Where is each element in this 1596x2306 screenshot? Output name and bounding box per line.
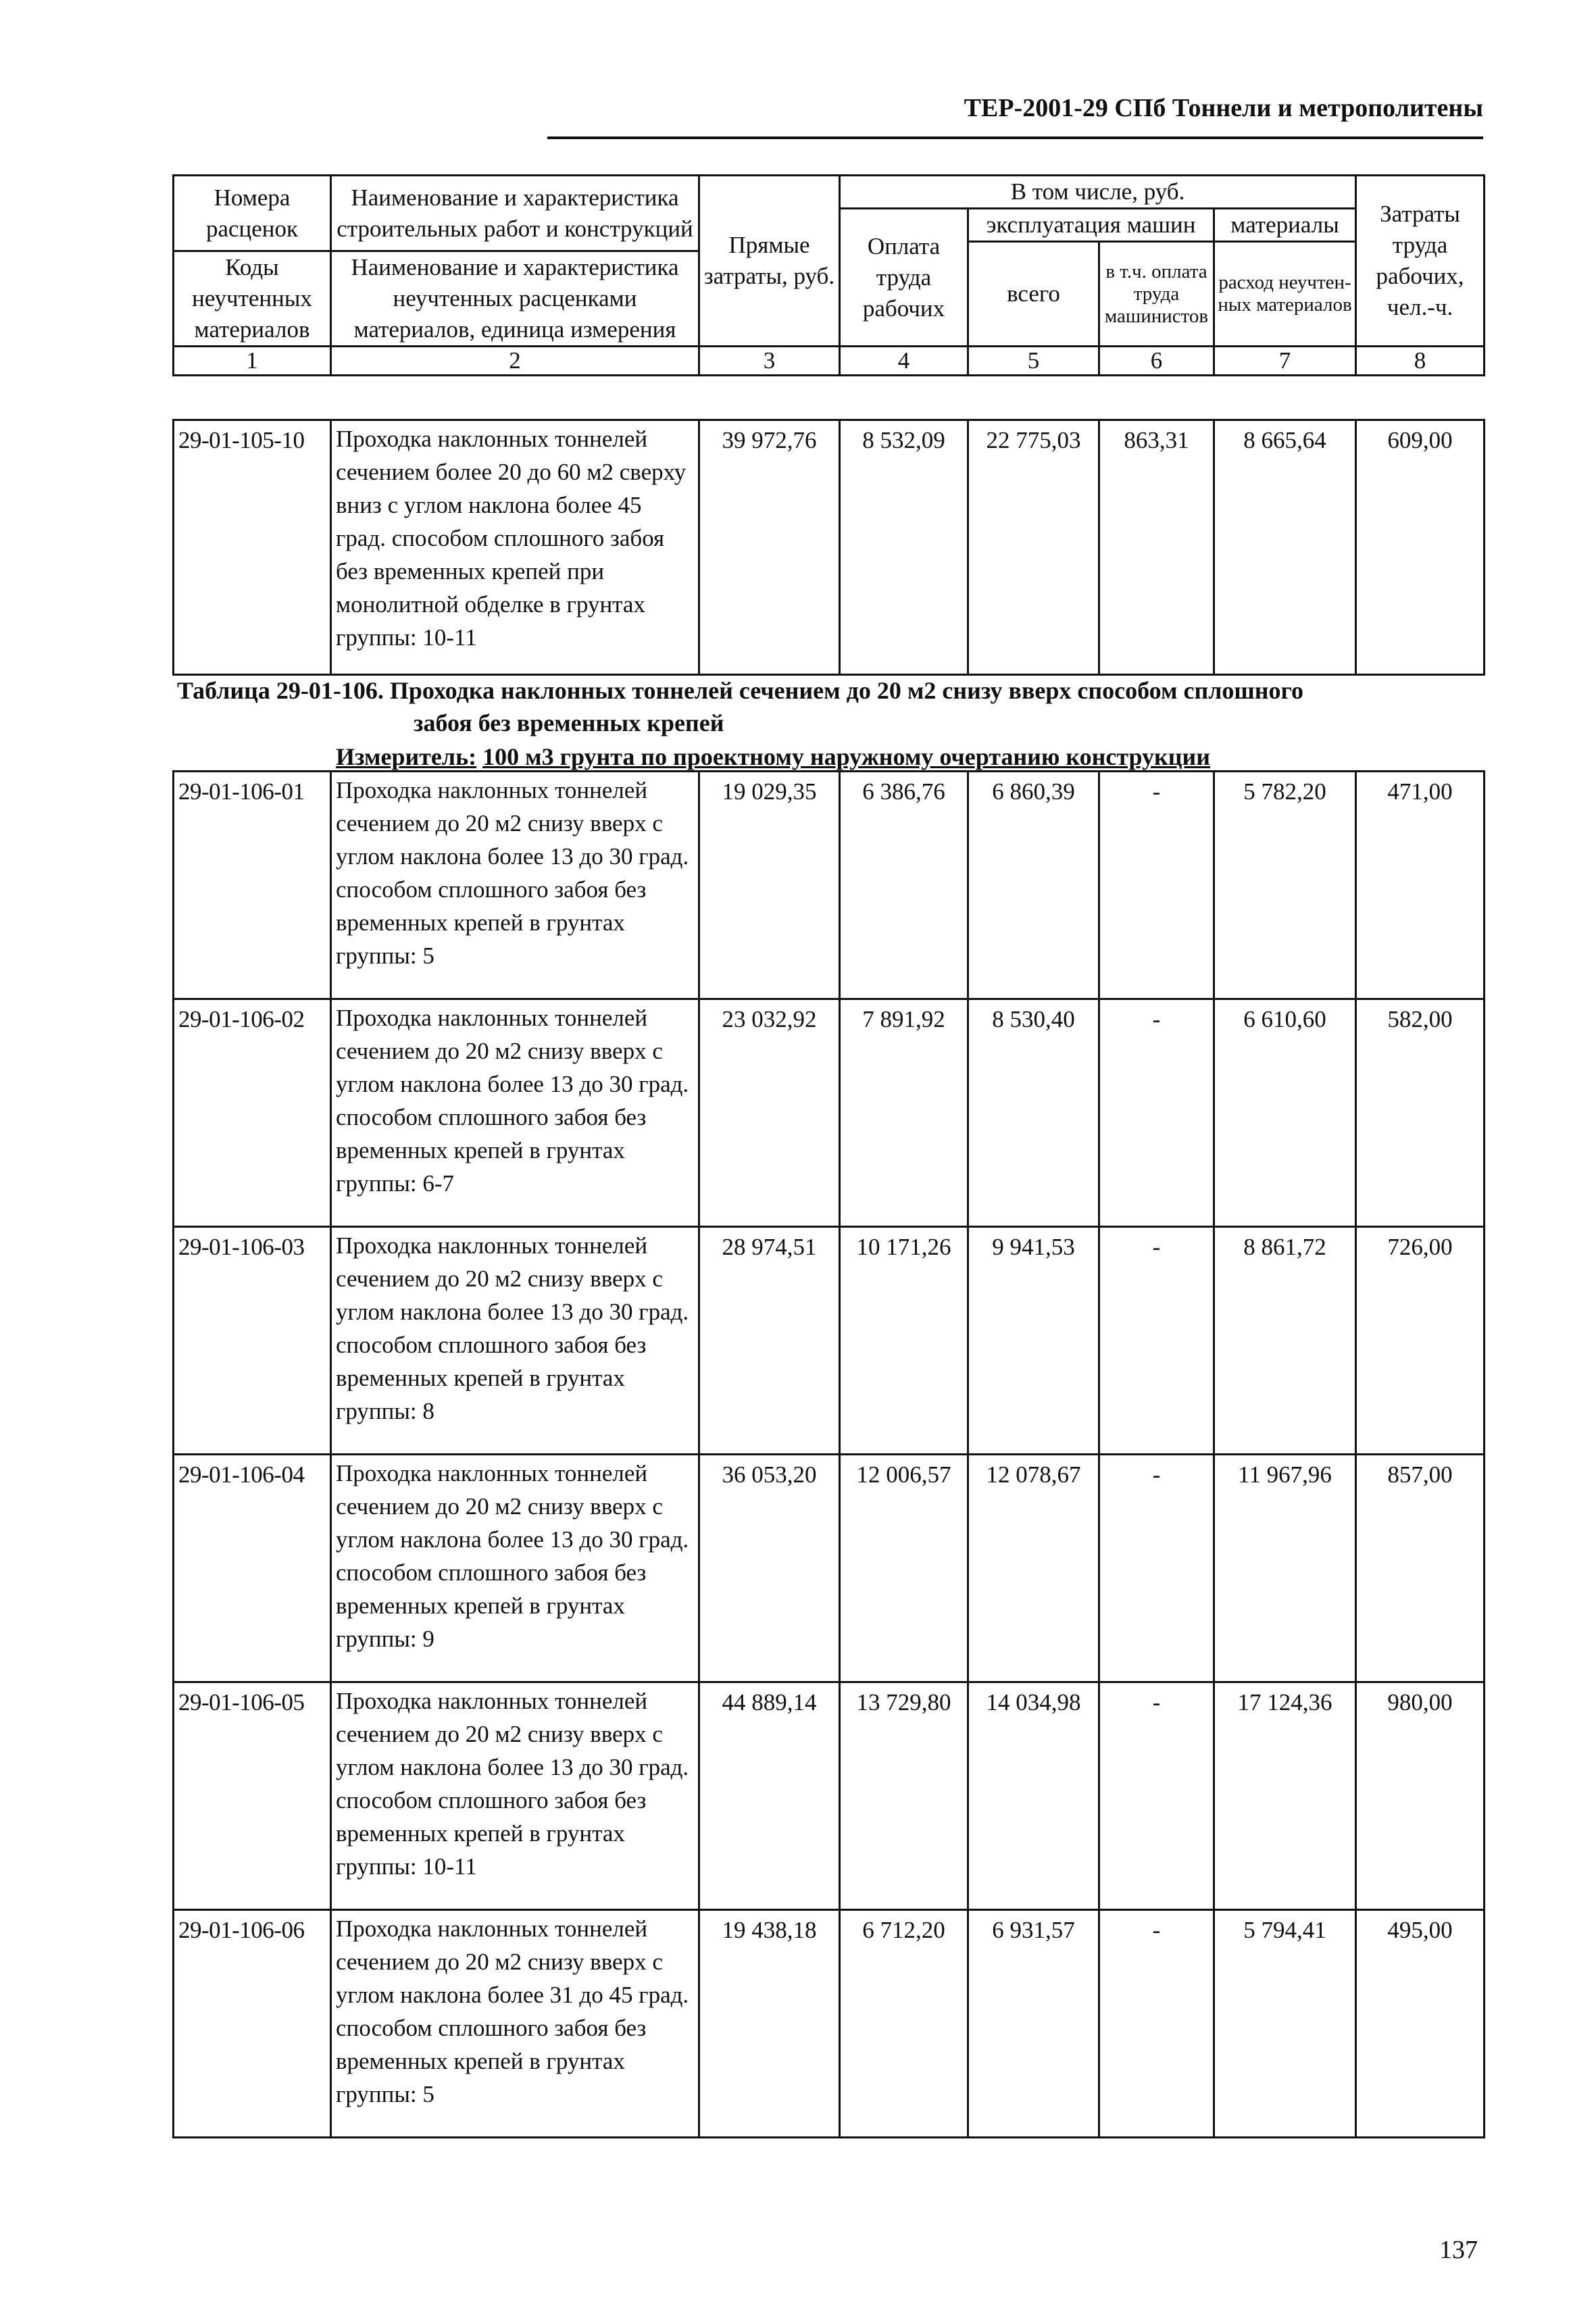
materials-cost: 6 610,60 — [1214, 999, 1356, 1227]
direct-cost: 19 029,35 — [699, 772, 840, 999]
rate-description: Проходка наклонных тоннелей сечением до 20 м2 снизу вверх с углом наклона более 13 до 30 град. способом сплошного забоя без временных крепей в грунтах группы: 9 — [331, 1455, 699, 1682]
table-title-line1: Проходка наклонных тоннелей сечением до 20 м2 снизу вверх способом сплошного — [389, 677, 1303, 704]
col5-header: всего — [968, 242, 1099, 347]
labor-hours: 495,00 — [1356, 1910, 1485, 2138]
table-row — [174, 1910, 1485, 2138]
labor-hours: 857,00 — [1356, 1455, 1485, 1682]
rate-code: 29-01-106-02 — [174, 999, 331, 1227]
col-number: 2 — [331, 347, 699, 376]
machines-header: эксплуатация машин — [968, 209, 1214, 242]
rate-code: 29-01-106-06 — [174, 1910, 331, 2138]
labor-hours: 582,00 — [1356, 999, 1485, 1227]
header-rule — [547, 136, 1483, 139]
page-number: 137 — [1439, 2236, 1478, 2264]
materials-cost: 8 861,72 — [1214, 1227, 1356, 1455]
labor-cost: 10 171,26 — [840, 1227, 968, 1455]
col-number: 5 — [968, 347, 1099, 376]
col7-header: расход неучтен-ных материалов — [1214, 242, 1356, 347]
direct-cost: 23 032,92 — [699, 999, 840, 1227]
table-title-prefix: Таблица 29-01-106. — [177, 677, 384, 704]
machinists-pay: - — [1099, 1682, 1214, 1910]
rate-description: Проходка наклонных тоннелей сечением до 20 м2 снизу вверх с углом наклона более 13 до 30 град. способом сплошного забоя без временных крепей в грунтах группы: 10-11 — [331, 1682, 699, 1910]
col-number: 7 — [1214, 347, 1356, 376]
labor-cost: 13 729,80 — [840, 1682, 968, 1910]
direct-cost: 39 972,76 — [699, 420, 840, 675]
machines-total: 6 860,39 — [968, 772, 1099, 999]
measure-value: 100 м3 грунта по проектному наружному очертанию конструкции — [482, 743, 1211, 770]
rate-description: Проходка наклонных тоннелей сечением более 20 до 60 м2 сверху вниз с углом наклона более 45 град. способом сплошного забоя без временных крепей при монолитной обделке в грунтах группы: 10-11 — [331, 420, 699, 675]
table-row — [174, 999, 1485, 1227]
machines-total: 12 078,67 — [968, 1455, 1099, 1682]
rate-description: Проходка наклонных тоннелей сечением до 20 м2 снизу вверх с углом наклона более 13 до 30 град. способом сплошного забоя без временных крепей в грунтах группы: 8 — [331, 1227, 699, 1455]
rate-description: Проходка наклонных тоннелей сечением до 20 м2 снизу вверх с углом наклона более 31 до 45 град. способом сплошного забоя без временных крепей в грунтах группы: 5 — [331, 1910, 699, 2138]
materials-header: материалы — [1214, 209, 1356, 242]
col4-header: Оплата труда рабочих — [840, 209, 968, 347]
direct-cost: 44 889,14 — [699, 1682, 840, 1910]
table-title — [177, 674, 1474, 739]
table-row — [174, 1682, 1485, 1910]
measure-line — [336, 742, 1210, 772]
table-row — [174, 1227, 1485, 1455]
measure-label: Измеритель: — [336, 743, 477, 770]
table-row — [174, 772, 1485, 999]
labor-cost: 7 891,92 — [840, 999, 968, 1227]
col-number: 3 — [699, 347, 840, 376]
rates-table-105 — [172, 419, 1485, 676]
labor-cost: 8 532,09 — [840, 420, 968, 675]
rate-code: 29-01-106-05 — [174, 1682, 331, 1910]
materials-cost: 8 665,64 — [1214, 420, 1356, 675]
table-title-line2: забоя без временных крепей — [414, 709, 724, 736]
materials-cost: 5 794,41 — [1214, 1910, 1356, 2138]
machinists-pay: - — [1099, 999, 1214, 1227]
page-header-title: ТЕР-2001-29 СПб Тоннели и метрополитены — [964, 94, 1483, 122]
col-number: 1 — [174, 347, 331, 376]
col1-header-bottom: Коды неучтенных материалов — [174, 251, 331, 347]
machines-total: 8 530,40 — [968, 999, 1099, 1227]
materials-cost: 17 124,36 — [1214, 1682, 1356, 1910]
materials-cost: 11 967,96 — [1214, 1455, 1356, 1682]
rate-code: 29-01-106-03 — [174, 1227, 331, 1455]
machines-total: 14 034,98 — [968, 1682, 1099, 1910]
machinists-pay: - — [1099, 1227, 1214, 1455]
labor-cost: 6 386,76 — [840, 772, 968, 999]
rate-description: Проходка наклонных тоннелей сечением до 20 м2 снизу вверх с углом наклона более 13 до 30 град. способом сплошного забоя без временных крепей в грунтах группы: 6-7 — [331, 999, 699, 1227]
rate-code: 29-01-106-01 — [174, 772, 331, 999]
machines-total: 6 931,57 — [968, 1910, 1099, 2138]
rate-description: Проходка наклонных тоннелей сечением до 20 м2 снизу вверх с углом наклона более 13 до 30 град. способом сплошного забоя без временных крепей в грунтах группы: 5 — [331, 772, 699, 999]
col8-header: Затраты труда рабочих, чел.-ч. — [1356, 176, 1485, 347]
col1-header-top: Номера расценок — [174, 176, 331, 251]
labor-cost: 6 712,20 — [840, 1910, 968, 2138]
table-row — [174, 1455, 1485, 1682]
direct-cost: 19 438,18 — [699, 1910, 840, 2138]
group-header: В том числе, руб. — [840, 176, 1356, 209]
labor-hours: 609,00 — [1356, 420, 1485, 675]
materials-cost: 5 782,20 — [1214, 772, 1356, 999]
machinists-pay: - — [1099, 1455, 1214, 1682]
col6-header: в т.ч. оплата труда машинистов — [1099, 242, 1214, 347]
rate-code: 29-01-106-04 — [174, 1455, 331, 1682]
column-header-table — [172, 174, 1485, 376]
machines-total: 9 941,53 — [968, 1227, 1099, 1455]
direct-cost: 36 053,20 — [699, 1455, 840, 1682]
rates-table-106 — [172, 770, 1485, 2138]
table-row — [174, 420, 1485, 675]
col3-header: Прямые затраты, руб. — [699, 176, 840, 347]
machinists-pay: - — [1099, 1910, 1214, 2138]
labor-hours: 726,00 — [1356, 1227, 1485, 1455]
machines-total: 22 775,03 — [968, 420, 1099, 675]
col-number: 8 — [1356, 347, 1485, 376]
machinists-pay: 863,31 — [1099, 420, 1214, 675]
labor-hours: 471,00 — [1356, 772, 1485, 999]
labor-hours: 980,00 — [1356, 1682, 1485, 1910]
rate-code: 29-01-105-10 — [174, 420, 331, 675]
labor-cost: 12 006,57 — [840, 1455, 968, 1682]
col2-header-bottom: Наименование и характеристика неучтенных расценками материалов, единица измерения — [331, 251, 699, 347]
col-number: 4 — [840, 347, 968, 376]
col-number: 6 — [1099, 347, 1214, 376]
machinists-pay: - — [1099, 772, 1214, 999]
col2-header-top: Наименование и характеристика строительных работ и конструкций — [331, 176, 699, 251]
direct-cost: 28 974,51 — [699, 1227, 840, 1455]
